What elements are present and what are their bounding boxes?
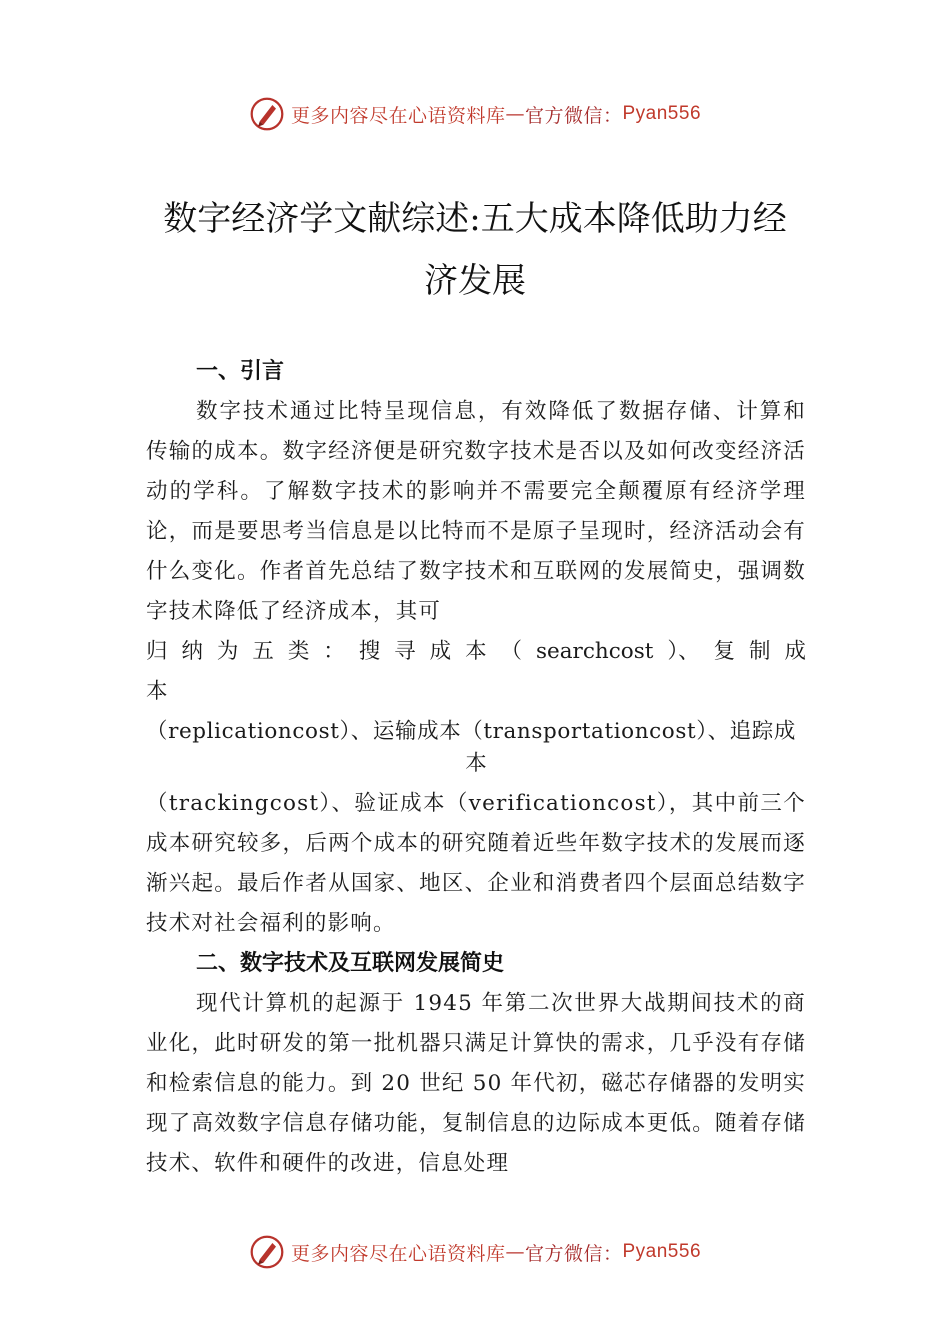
footer-watermark — [0, 1234, 950, 1270]
watermark-prefix: 更多内容尽在心语资料库 — [290, 1242, 506, 1265]
document-body — [146, 352, 806, 1184]
watermark-middle: 官方微信： — [524, 104, 623, 127]
spread-line — [146, 632, 806, 672]
pen-nib-logo-icon — [249, 1234, 285, 1270]
section-heading-intro: 一、引言 — [196, 359, 285, 384]
orphan-char-line-2: 本 — [465, 751, 487, 776]
spread-char: 纳 — [181, 639, 203, 664]
intro-paragraph-2: （trackingcost）、验证成本（verificationcost），其中前三个成本研究较多，后两个成本的研究随着近些年数字技术的发展而逐渐兴起。最后作者从国家、地区、企业和消费者四个层面总结数字技术对社会福利的影响。 — [146, 791, 806, 936]
spread-char: 寻 — [394, 639, 416, 664]
watermark-dash: — — [505, 1241, 525, 1263]
spread-char: 复 — [713, 639, 736, 664]
spread-char: （ — [500, 639, 523, 664]
spread-char: 归 — [146, 639, 168, 664]
pen-nib-logo-icon — [249, 96, 285, 132]
replication-line: （replicationcost）、运输成本（transportationcost）、追踪成 — [146, 719, 796, 744]
title-line-1: 数字经济学文献综述:五大成本降低助力经 — [163, 199, 787, 239]
spread-char: searchcost — [535, 639, 654, 664]
section-heading-history: 二、数字技术及互联网发展简史 — [196, 951, 505, 976]
watermark-middle: 官方微信： — [524, 1242, 623, 1265]
spread-char: 类 — [287, 639, 310, 664]
spread-char: 为 — [216, 639, 239, 664]
spread-char: 成 — [784, 639, 806, 664]
header-watermark — [0, 96, 950, 132]
orphan-char-line: 本 — [146, 679, 169, 704]
watermark-wechat-id: Pyan556 — [622, 103, 702, 124]
intro-paragraph-1: 数字技术通过比特呈现信息，有效降低了数据存储、计算和传输的成本。数字经济便是研究数字技术是否以及如何改变经济活动的学科。了解数字技术的影响并不需要完全颠覆原有经济学理论，而是要思考当信息是以比特而不是原子呈现时，经济活动会有什么变化。作者首先总结了数字技术和互联网的发展简史，强调数字技术降低了经济成本，其可 — [146, 399, 806, 624]
watermark-wechat-id: Pyan556 — [622, 1241, 702, 1262]
title-line-2: 济发展 — [424, 261, 526, 301]
spread-char: 制 — [748, 639, 771, 664]
page-title — [120, 188, 830, 312]
watermark-prefix: 更多内容尽在心语资料库 — [290, 104, 506, 127]
watermark-dash: — — [505, 103, 525, 125]
spread-char: ）、 — [667, 639, 700, 664]
history-paragraph-1: 现代计算机的起源于 1945 年第二次世界大战期间技术的商业化，此时研发的第一批机器只满足计算快的需求，几乎没有存储和检索信息的能力。到 20 世纪 50 年代初，磁芯存储器的发明实现了高效数字信息存储功能，复制信息的边际成本更低。随着存储技术、软件和硬件的改进，信息处理 — [146, 991, 806, 1176]
spread-char: 五 — [252, 639, 274, 664]
spread-char: 本 — [465, 639, 487, 664]
spread-char: 搜 — [358, 639, 381, 664]
spread-char: 成 — [429, 639, 452, 664]
spread-char: ： — [323, 639, 345, 664]
